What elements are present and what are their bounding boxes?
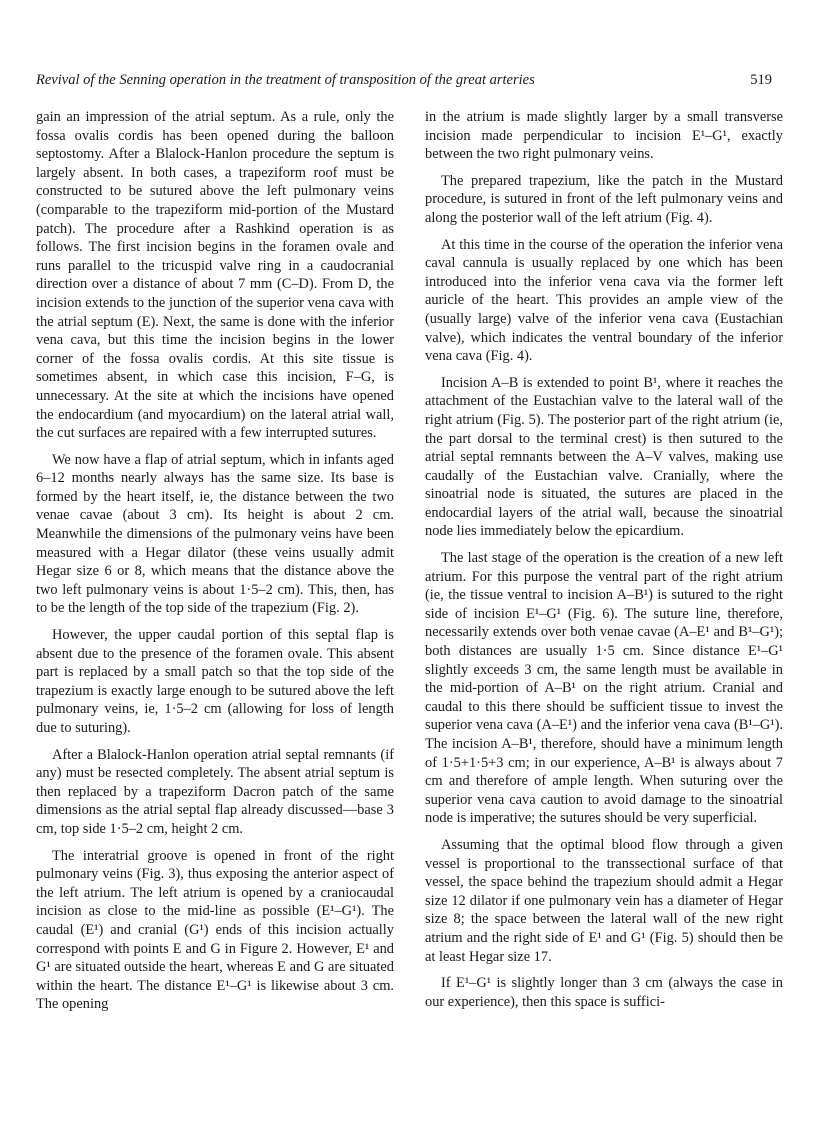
paragraph: gain an impression of the atrial septum. As a rule, only the fossa ovalis cordis has been opened during the balloon septostomy. After a Blalock-Hanlon procedure the septum is largely absent. In both cases, a trapeziform roof must be constructed to be sutured above the left pulmonary veins (comparable to the trapeziform mid-portion of the Mustard patch). The procedure after a Rashkind operation is as follows. The first incision begins in the foramen ovale and runs parallel to the tricuspid valve ring in a caudocranial direction over a distance of about 7 mm (C–D). From D, the incision extends to the junction of the superior vena cava with the atrial septum (E). Next, the same is done with the inferior vena cava, but this time the incision begins in the lower corner of the fossa ovalis cordis. At this site tissue is sometimes absent, in which case this incision, F–G, is unnecessary. At the site at which the incisions have opened the endocardium (and myocardium) on the lateral atrial wall, the cut surfaces are repaired with a few interrupted sutures. (36, 109, 394, 442)
paragraph: However, the upper caudal portion of this septal flap is absent due to the presence of the foramen ovale. This absent part is replaced by a small patch so that the top side of the trapezium is exactly large enough to be sutured above the left pulmonary veins, ie, 1·5–2 cm (allowing for loss of length due to suturing). (36, 627, 394, 736)
paragraph: If E¹–G¹ is slightly longer than 3 cm (always the case in our experience), then this space is suffici- (425, 975, 783, 1010)
running-title: Revival of the Senning operation in the treatment of transposition of the great arteries (36, 72, 535, 88)
paragraph: At this time in the course of the operation the inferior vena caval cannula is usually replaced by one which has been introduced into the inferior vena cava via the former left auricle of the heart. This provides an ample view of the (usually large) valve of the inferior vena cava (Eustachian valve), which indicates the ventral boundary of the inferior vena cava (Fig. 4). (425, 236, 783, 365)
paragraph: Incision A–B is extended to point B¹, where it reaches the attachment of the Eustachian valve to the lateral wall of the right atrium (Fig. 5). The posterior part of the right atrium (ie, the part dorsal to the terminal crest) is then sutured to the atrial septal remnants between the A–V valves, making use caudally of the Eustachian valve. Cranially, where the sinoatrial node is situated, the sutures are placed in the endocardial layers of the atrial wall, because the sinoatrial node lies immediately below the epicardium. (425, 374, 783, 540)
right-column (425, 108, 783, 1011)
paragraph: The prepared trapezium, like the patch in the Mustard procedure, is sutured in front of the left pulmonary veins and along the posterior wall of the left atrium (Fig. 4). (425, 172, 783, 226)
paragraph: The last stage of the operation is the creation of a new left atrium. For this purpose the ventral part of the right atrium (ie, the tissue ventral to incision A–B¹) is sutured to the right side of incision E¹–G¹ (Fig. 6). The suture line, therefore, necessarily extends over both venae cavae (A–E¹ and B¹–G¹); both distances are usually 1·5 cm. Since distance E¹–G¹ slightly exceeds 3 cm, the same length must be available in the mid-portion of A–B¹ on the right atrium. Cranial and caudal to this there should be sufficient tissue to invest the superior vena cava (A–E¹) and the inferior vena cava (B¹–G¹). The incision A–B¹, therefore, should have a minimum length of 1·5+1·5+3 cm; in our experience, A–B¹ is always about 7 cm and therefore of ample length. When suturing over the superior vena cava caution to avoid damage to the sinoatrial node is imperative; the sutures should be very superficial. (425, 550, 783, 827)
paragraph: After a Blalock-Hanlon operation atrial septal remnants (if any) must be resected completely. The absent atrial septum is then replaced by a trapeziform Dacron patch of the same dimensions as the atrial septal flap already discussed—base 3 cm, top side 1·5–2 cm, height 2 cm. (36, 746, 394, 837)
paragraph: The interatrial groove is opened in front of the right pulmonary veins (Fig. 3), thus exposing the anterior aspect of the left atrium. The left atrium is opened by a craniocaudal incision as close to the mid-line as possible (E¹–G¹). The caudal (E¹) and cranial (G¹) ends of this incision actually correspond with points E and G in Figure 2. However, E¹ and G¹ are situated outside the heart, whereas E and G are situated within the heart. The distance E¹–G¹ is likewise about 3 cm. The opening (36, 847, 394, 1013)
running-header (36, 72, 772, 96)
left-column (36, 108, 394, 1014)
paragraph: Assuming that the optimal blood flow through a given vessel is proportional to the transsectional surface of that vessel, the space behind the trapezium should admit a Hegar size 12 dilator if one pulmonary vein has a diameter of Hegar size 8; the space between the lateral wall of the new right atrium and the right side of E¹ and G¹ (Fig. 5) should then be at least Hegar size 17. (425, 836, 783, 965)
paragraph: We now have a flap of atrial septum, which in infants aged 6–12 months nearly always has the same size. Its base is formed by the heart itself, ie, the distance between the two venae cavae (about 3 cm). Its height is about 2 cm. Meanwhile the dimensions of the pulmonary veins have been measured with a Hegar dilator (these veins usually admit Hegar size 6 or 8, which means that the distance above the two left pulmonary veins is about 1·5–2 cm). This, then, has to be the length of the top side of the trapezium (Fig. 2). (36, 451, 394, 617)
page-number: 519 (750, 72, 772, 88)
paragraph: in the atrium is made slightly larger by a small transverse incision made perpendicular to incision E¹–G¹, exactly between the two right pulmonary veins. (425, 109, 783, 163)
